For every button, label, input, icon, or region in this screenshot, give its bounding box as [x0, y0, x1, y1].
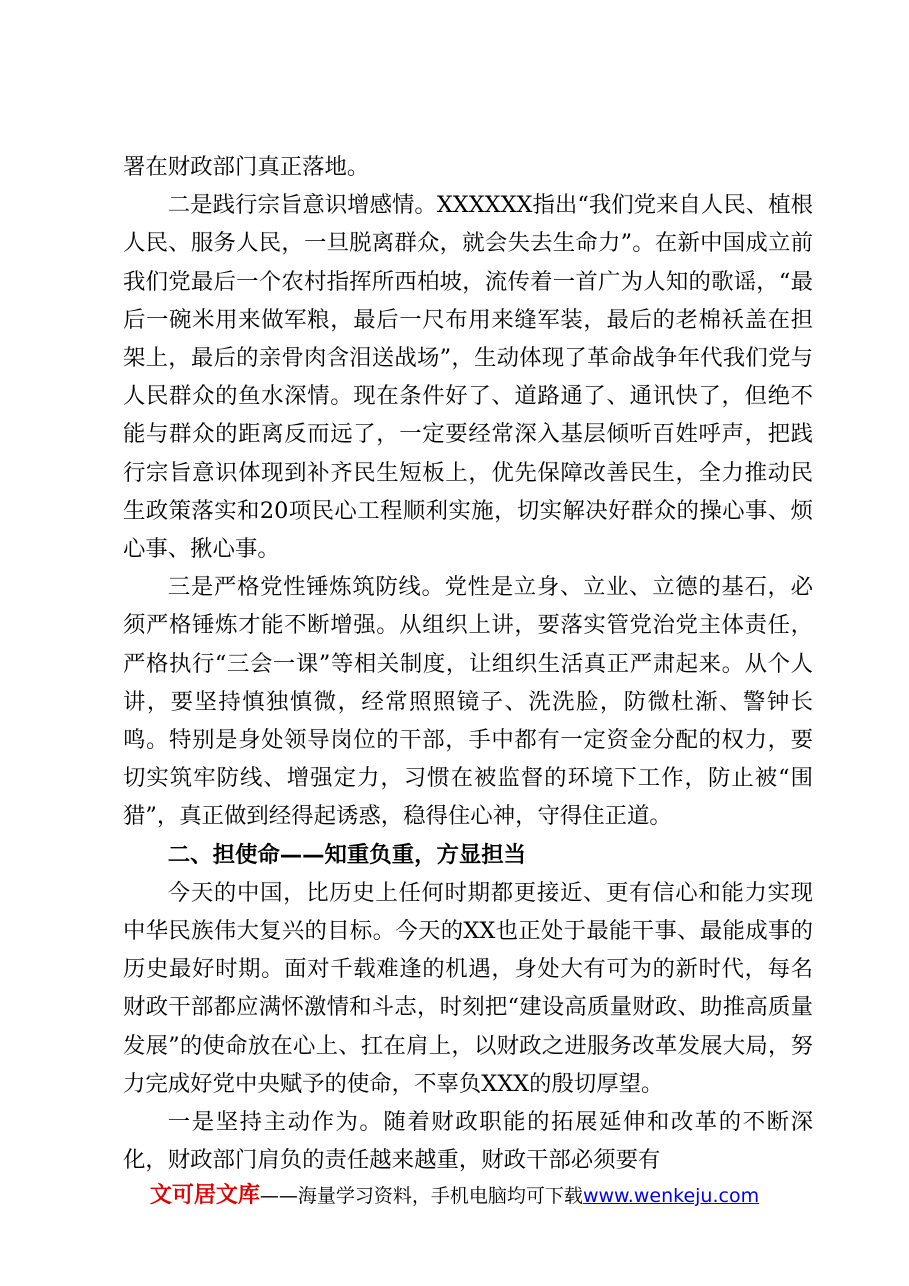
- section-heading: 二、担使命——知重负重，方显担当: [167, 841, 527, 868]
- paragraph-proactive: 一是坚持主动作为。随着财政职能的拓展延伸和改革的不断深化，财政部门肩负的责任越来越重，财政干部必须要有: [123, 1109, 813, 1174]
- footer-banner: [0, 1183, 909, 1209]
- footer-description: ——海量学习资料，手机电脑均可下载: [259, 1185, 583, 1207]
- footer-url-link[interactable]: www.wenkeju.com: [582, 1185, 760, 1207]
- paragraph-service-purpose: 二是践行宗旨意识增感情。XXXXXX指出“我们党来自人民、植根人民、服务人民，一旦脱离群众，就会失去生命力”。在新中国成立前我们党最后一个农村指挥所西柏坡，流传着一首广为人知的歌谣，“最后一碗米用来做军粮，最后一尺布用来缝军装，最后的老棉袄盖在担架上，最后的亲骨肉含泪送战场”，生动体现了革命战争年代我们党与人民群众的鱼水深情。现在条件好了、道路通了、通讯快了，但绝不能与群众的距离反而远了，一定要经常深入基层倾听百姓呼声，把践行宗旨意识体现到补齐民生短板上，优先保障改善民生，全力推动民生政策落实和20项民心工程顺利实施，切实解决好群众的操心事、烦心事、揪心事。: [123, 192, 813, 563]
- footer-brand: 文可居文库: [149, 1183, 260, 1208]
- paragraph-mission: 今天的中国，比历史上任何时期都更接近、更有信心和能力实现中华民族伟大复兴的目标。今天的XX也正处于最能干事、最能成事的历史最好时期。面对千载难逢的机遇，身处大有可为的新时代，每名财政干部都应满怀激情和斗志，时刻把“建设高质量财政、助推高质量发展”的使命放在心上、扛在肩上，以财政之进服务改革发展大局，努力完成好党中央赋予的使命，不辜负XXX的殷切厚望。: [123, 879, 813, 1097]
- paragraph-party-spirit: 三是严格党性锤炼筑防线。党性是立身、立业、立德的基石，必须严格锤炼才能不断增强。从组织上讲，要落实管党治党主体责任，严格执行“三会一课”等相关制度，让组织生活真正严肃起来。从个人讲，要坚持慎独慎微，经常照照镜子、洗洗脸，防微杜渐、警钟长鸣。特别是身处领导岗位的干部，手中都有一定资金分配的权力，要切实筑牢防线、增强定力，习惯在被监督的环境下工作，防止被“围猎”，真正做到经得起诱惑，稳得住心神，守得住正道。: [123, 574, 813, 830]
- paragraph-continuation: 署在财政部门真正落地。: [123, 154, 370, 180]
- document-body: [123, 148, 813, 1179]
